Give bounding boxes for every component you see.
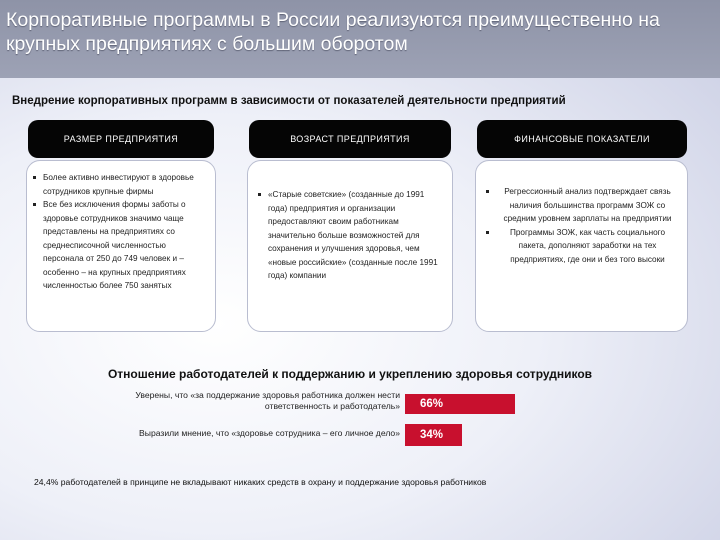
bar-responsible (405, 394, 515, 414)
bar-value-personal: 34% (420, 429, 444, 441)
bar-personal (405, 424, 462, 446)
bullet-size-2: Все без исключения формы заботы о здоровье сотрудников значимо чаще представлены на предприятиях со среднесписочной численностью персонала от 250 до 749 человек и – особенно – на крупных предприятиях численностью более 750 занятых (33, 198, 207, 293)
bullet-age-1: «Старые советские» (созданные до 1991 года) предприятия и организации предоставляют своим работникам значительно больше возможностей для сохранения и улучшения здоровья, чем «новые российские» (созданные после 1991 года) компании (258, 188, 442, 283)
attitude-title: Отношение работодателей к поддержанию и укреплению здоровья сотрудников (107, 367, 593, 381)
column-header-age: ВОЗРАСТ ПРЕДПРИЯТИЯ (249, 120, 451, 158)
panel-size (26, 160, 216, 332)
bar-label-responsible: Уверены, что «за поддержание здоровья работника должен нести ответственность и работодатель» (135, 390, 400, 411)
column-header-size: РАЗМЕР ПРЕДПРИЯТИЯ (28, 120, 214, 158)
footer-note: 24,4% работодателей в принципе не вкладывают никаких средств в охрану и поддержание здоровья работников (34, 477, 487, 487)
panel-finance (475, 160, 688, 332)
bullet-finance-1: Регрессионный анализ подтверждает связь наличия большинства программ ЗОЖ со средним уровнем зарплаты на предприятии (486, 185, 679, 226)
slide-title: Корпоративные программы в России реализуются преимущественно на крупных предприятиях с большим оборотом (6, 9, 660, 55)
bar-value-responsible: 66% (420, 398, 444, 410)
slide-subtitle: Внедрение корпоративных программ в зависимости от показателей деятельности предприятий (12, 95, 566, 107)
bullet-finance-2: Программы ЗОЖ, как часть социального пакета, дополняют заработки на тех предприятиях, где они и без того высоки (486, 226, 679, 267)
column-header-finance: ФИНАНСОВЫЕ ПОКАЗАТЕЛИ (477, 120, 687, 158)
bullet-size-1: Более активно инвестируют в здоровье сотрудников крупные фирмы (33, 171, 207, 198)
panel-age (247, 160, 453, 332)
bar-label-personal: Выразили мнение, что «здоровье сотрудника – его личное дело» (139, 428, 400, 438)
